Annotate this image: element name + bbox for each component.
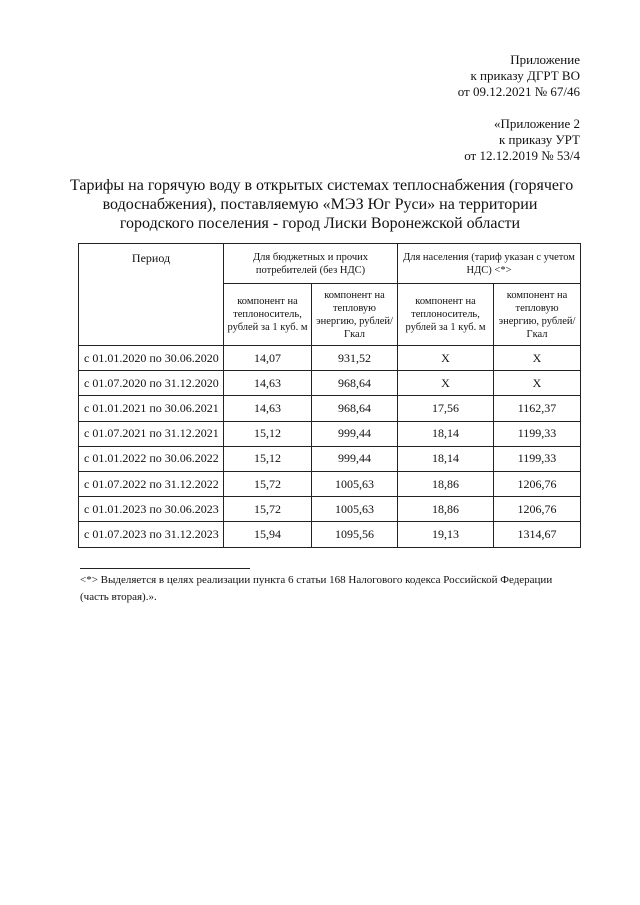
tariff-table <box>78 243 581 548</box>
subheader-budget-coolant: компонент на теплоноситель, рублей за 1 куб. м <box>224 284 312 346</box>
title-line: городского поселения - город Лиски Воронежской области <box>119 215 521 232</box>
budget-coolant-cell: 15,72 <box>224 497 312 522</box>
budget-coolant-cell: 15,12 <box>224 446 312 471</box>
budget-coolant-cell: 15,94 <box>224 522 312 547</box>
budget-coolant-cell: 14,07 <box>224 346 312 371</box>
period-cell: с 01.01.2020 по 30.06.2020 <box>79 346 224 371</box>
subheader-budget-energy: компонент на тепловую энергию, рублей/Гкал <box>312 284 398 346</box>
population-coolant-cell: 18,14 <box>398 421 494 446</box>
appendix-header <box>458 52 580 100</box>
population-energy-cell: 1162,37 <box>494 396 581 421</box>
population-coolant-cell: 18,86 <box>398 471 494 496</box>
population-coolant-cell: 18,86 <box>398 497 494 522</box>
appendix-header-line: к приказу ДГРТ ВО <box>470 68 580 83</box>
subheader-population-coolant: компонент на теплоноситель, рублей за 1 куб. м <box>398 284 494 346</box>
subheader-population-energy: компонент на тепловую энергию, рублей/Гкал <box>494 284 581 346</box>
budget-coolant-cell: 15,12 <box>224 421 312 446</box>
population-energy-cell: 1314,67 <box>494 522 581 547</box>
budget-energy-cell: 931,52 <box>312 346 398 371</box>
population-energy-cell: 1199,33 <box>494 421 581 446</box>
population-coolant-cell: X <box>398 371 494 396</box>
period-cell: с 01.07.2023 по 31.12.2023 <box>79 522 224 547</box>
period-cell: с 01.07.2021 по 31.12.2021 <box>79 421 224 446</box>
appendix-header-line: Приложение <box>510 52 580 67</box>
table-row <box>79 396 581 421</box>
budget-energy-cell: 999,44 <box>312 446 398 471</box>
population-energy-cell: 1206,76 <box>494 471 581 496</box>
budget-coolant-cell: 14,63 <box>224 396 312 421</box>
population-energy-cell: X <box>494 346 581 371</box>
footnote: <*> Выделяется в целях реализации пункта 6 статьи 168 Налогового кодекса Российской Федерации (часть вторая).». <box>80 574 553 603</box>
budget-energy-cell: 968,64 <box>312 371 398 396</box>
budget-energy-cell: 1005,63 <box>312 497 398 522</box>
period-cell: с 01.01.2023 по 30.06.2023 <box>79 497 224 522</box>
appendix-header-line: от 09.12.2021 № 67/46 <box>457 84 580 99</box>
period-cell: с 01.07.2020 по 31.12.2020 <box>79 371 224 396</box>
population-energy-cell: X <box>494 371 581 396</box>
population-energy-cell: 1199,33 <box>494 446 581 471</box>
budget-energy-cell: 1005,63 <box>312 471 398 496</box>
column-group-population: Для населения (тариф указан с учетом НДС) <*> <box>398 244 581 284</box>
appendix2-header <box>464 116 580 164</box>
budget-coolant-cell: 14,63 <box>224 371 312 396</box>
population-energy-cell: 1206,76 <box>494 497 581 522</box>
table-row <box>79 421 581 446</box>
budget-energy-cell: 1095,56 <box>312 522 398 547</box>
column-header-period: Период <box>79 244 224 346</box>
appendix2-header-line: от 12.12.2019 № 53/4 <box>464 148 580 163</box>
column-group-budget: Для бюджетных и прочих потребителей (без НДС) <box>224 244 398 284</box>
table-row <box>79 371 581 396</box>
population-coolant-cell: 18,14 <box>398 446 494 471</box>
appendix2-header-line: «Приложение 2 <box>493 116 580 131</box>
table-row <box>79 522 581 547</box>
population-coolant-cell: 19,13 <box>398 522 494 547</box>
budget-energy-cell: 968,64 <box>312 396 398 421</box>
table-row <box>79 346 581 371</box>
period-cell: с 01.07.2022 по 31.12.2022 <box>79 471 224 496</box>
footnote-divider <box>80 568 250 569</box>
appendix2-header-line: к приказу УРТ <box>498 132 580 147</box>
document-title <box>70 176 574 233</box>
budget-coolant-cell: 15,72 <box>224 471 312 496</box>
table-row <box>79 471 581 496</box>
period-cell: с 01.01.2021 по 30.06.2021 <box>79 396 224 421</box>
title-line: водоснабжения), поставляемую «МЭЗ Юг Руси» на территории <box>102 196 538 213</box>
table-row <box>79 446 581 471</box>
title-line: Тарифы на горячую воду в открытых системах теплоснабжения (горячего <box>70 177 574 194</box>
population-coolant-cell: X <box>398 346 494 371</box>
period-cell: с 01.01.2022 по 30.06.2022 <box>79 446 224 471</box>
population-coolant-cell: 17,56 <box>398 396 494 421</box>
table-row <box>79 497 581 522</box>
budget-energy-cell: 999,44 <box>312 421 398 446</box>
